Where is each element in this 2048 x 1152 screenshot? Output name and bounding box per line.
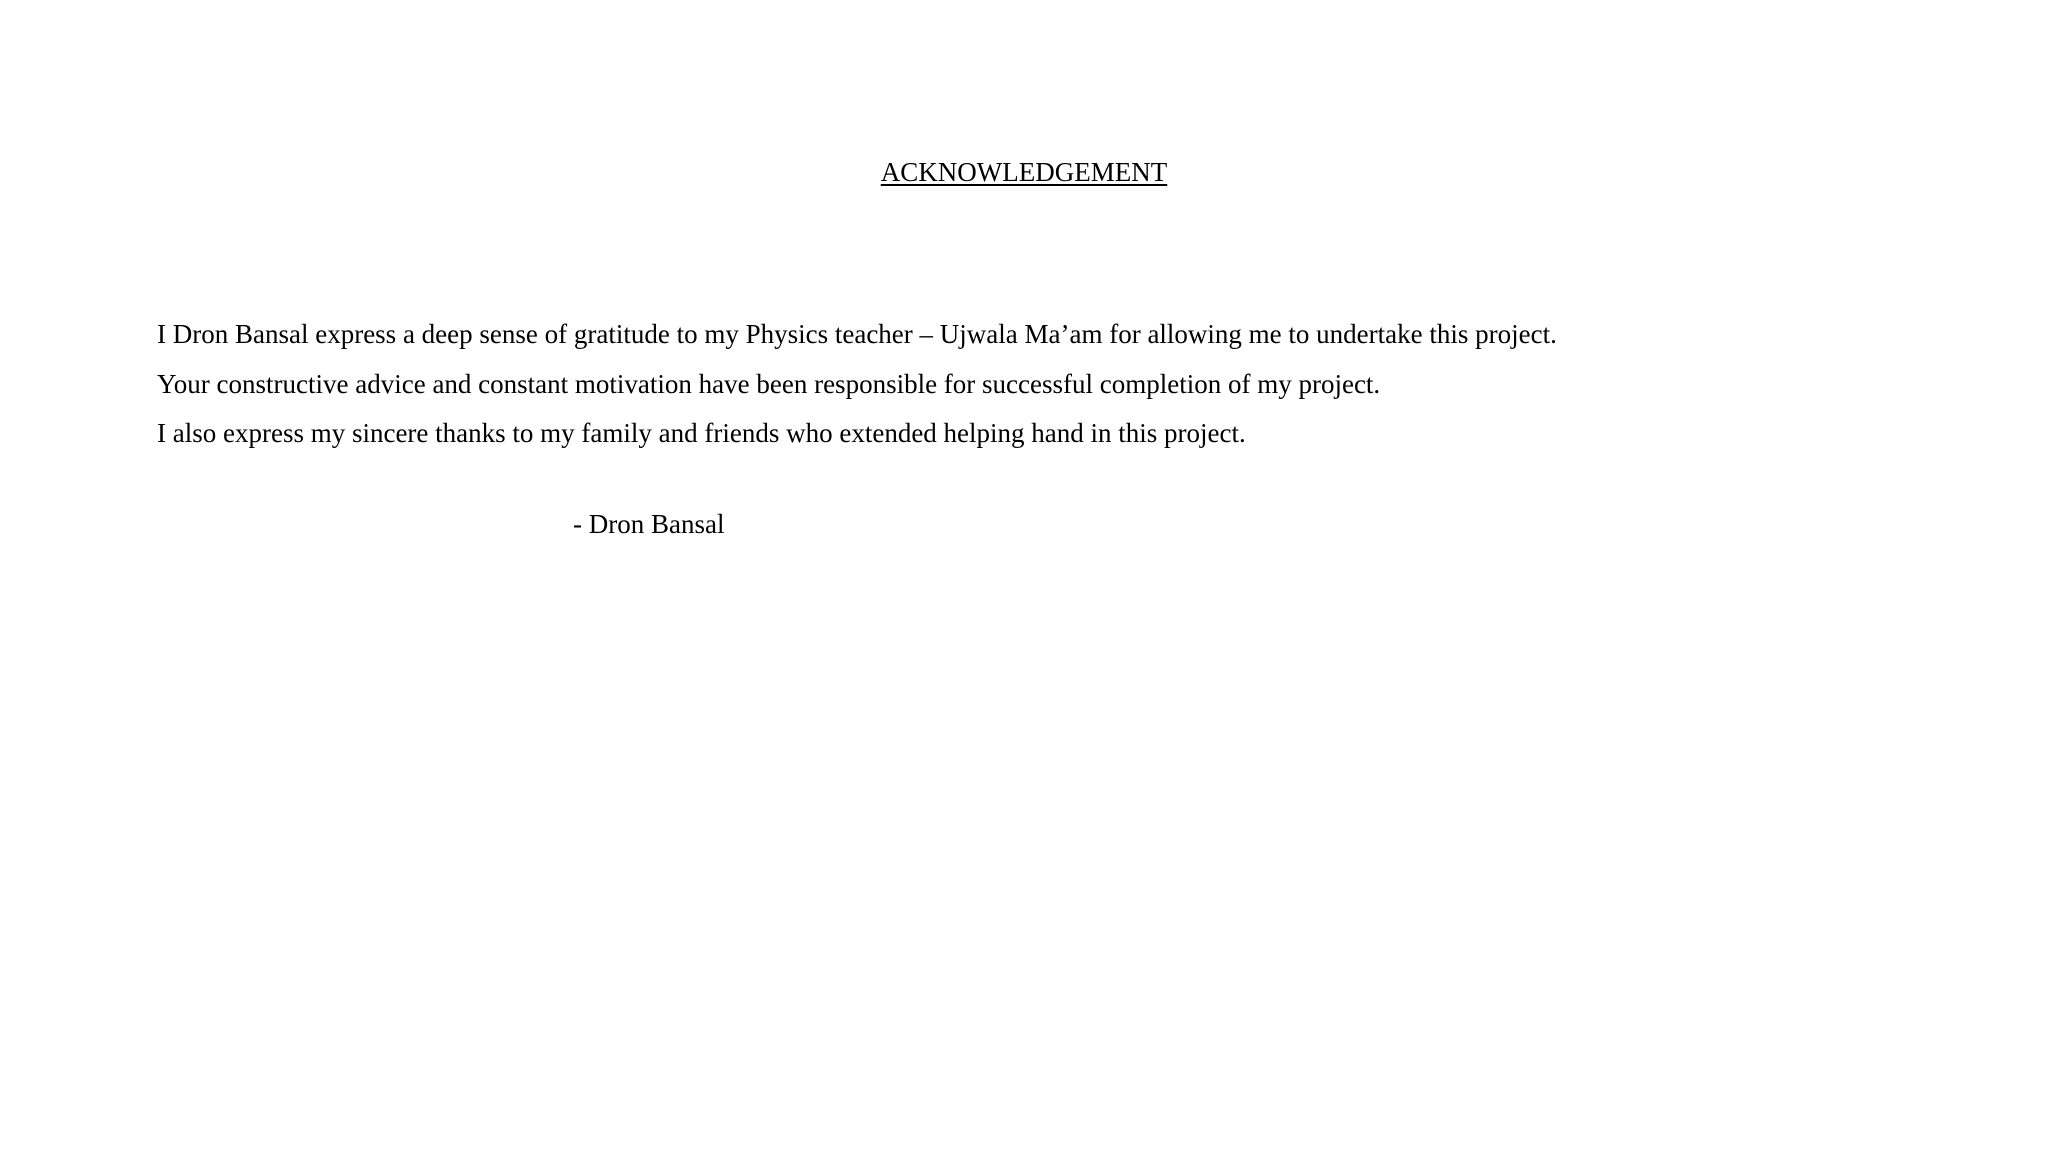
paragraph-advice: Your constructive advice and constant motivation have been responsible for successful completion of my project. bbox=[157, 368, 1381, 399]
acknowledgement-body bbox=[157, 310, 1957, 459]
signature: - Dron Bansal bbox=[573, 509, 725, 539]
paragraph-gratitude: I Dron Bansal express a deep sense of gratitude to my Physics teacher – Ujwala Ma’am for allowing me to undertake this project. bbox=[157, 319, 1557, 349]
page-title: ACKNOWLEDGEMENT bbox=[880, 157, 1168, 187]
paragraph-thanks: I also express my sincere thanks to my family and friends who extended helping hand in this project. bbox=[157, 418, 1246, 448]
